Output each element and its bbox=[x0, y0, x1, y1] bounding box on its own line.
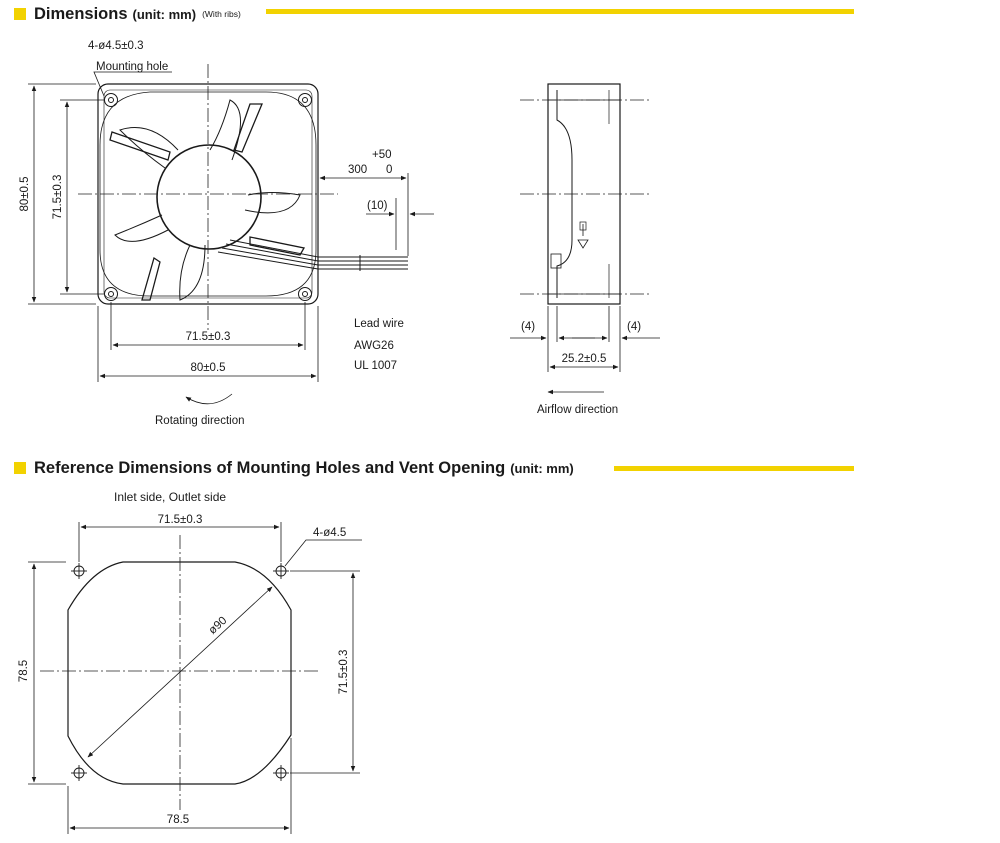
side-dimensions bbox=[510, 306, 660, 392]
fan-hub bbox=[157, 145, 261, 249]
hole-callout: 4-ø4.5±0.3 bbox=[88, 40, 144, 52]
side-depth: 25.2±0.5 bbox=[561, 353, 607, 365]
mounting-hole bbox=[299, 288, 312, 301]
rotating-direction-label: Rotating direction bbox=[155, 415, 245, 427]
side-offset-left: (4) bbox=[521, 321, 536, 333]
lead-length-tol-low: 0 bbox=[386, 164, 393, 176]
side-labels bbox=[521, 321, 641, 416]
mounting-hole bbox=[105, 288, 118, 301]
reference-subtitle: Inlet side, Outlet side bbox=[114, 490, 227, 504]
lead-length: 300 bbox=[348, 164, 368, 176]
section-unit: (unit: mm) bbox=[132, 6, 197, 22]
front-labels bbox=[19, 40, 404, 427]
fan-ribs bbox=[110, 104, 304, 300]
front-dimensions bbox=[28, 72, 434, 404]
dim-width-pitch: 71.5±0.3 bbox=[185, 331, 231, 343]
lead-wire-title: Lead wire bbox=[354, 318, 404, 330]
side-offset-right: (4) bbox=[627, 321, 642, 333]
section-unit: (unit: mm) bbox=[510, 460, 574, 476]
mounting-hole bbox=[299, 94, 312, 107]
ref-diameter: ø90 bbox=[206, 614, 230, 637]
mounting-hole bbox=[105, 94, 118, 107]
lead-wires bbox=[218, 240, 408, 271]
mounting-hole-core bbox=[303, 98, 308, 103]
mounting-hole-core bbox=[109, 98, 114, 103]
fan-blades bbox=[115, 100, 300, 300]
ref-height-right: 71.5±0.3 bbox=[338, 649, 350, 695]
mounting-hole-core bbox=[303, 292, 308, 297]
dim-height-pitch: 71.5±0.3 bbox=[52, 174, 64, 220]
ref-hole-callout: 4-ø4.5 bbox=[313, 527, 347, 539]
hole-label: Mounting hole bbox=[96, 61, 169, 73]
dim-height-outer: 80±0.5 bbox=[19, 176, 31, 212]
lead-wire-standard: UL 1007 bbox=[354, 360, 398, 372]
ref-width-bottom: 78.5 bbox=[166, 814, 190, 826]
section-title: Reference Dimensions of Mounting Holes and Vent Opening bbox=[34, 458, 506, 477]
section-note: (With ribs) bbox=[202, 9, 241, 19]
airflow-direction-label: Airflow direction bbox=[537, 404, 619, 416]
ref-top-pitch: 71.5±0.3 bbox=[157, 514, 203, 526]
mounting-hole-core bbox=[109, 292, 114, 297]
strip-length: (10) bbox=[367, 200, 388, 212]
side-center-lines bbox=[520, 100, 650, 294]
dim-width-outer: 80±0.5 bbox=[190, 362, 226, 374]
lead-wire-gauge: AWG26 bbox=[354, 340, 394, 352]
lead-length-tol: +50 bbox=[372, 149, 392, 161]
section-title: Dimensions bbox=[34, 4, 128, 23]
reference-dimensions bbox=[28, 522, 362, 834]
ref-height-left: 78.5 bbox=[18, 659, 30, 683]
